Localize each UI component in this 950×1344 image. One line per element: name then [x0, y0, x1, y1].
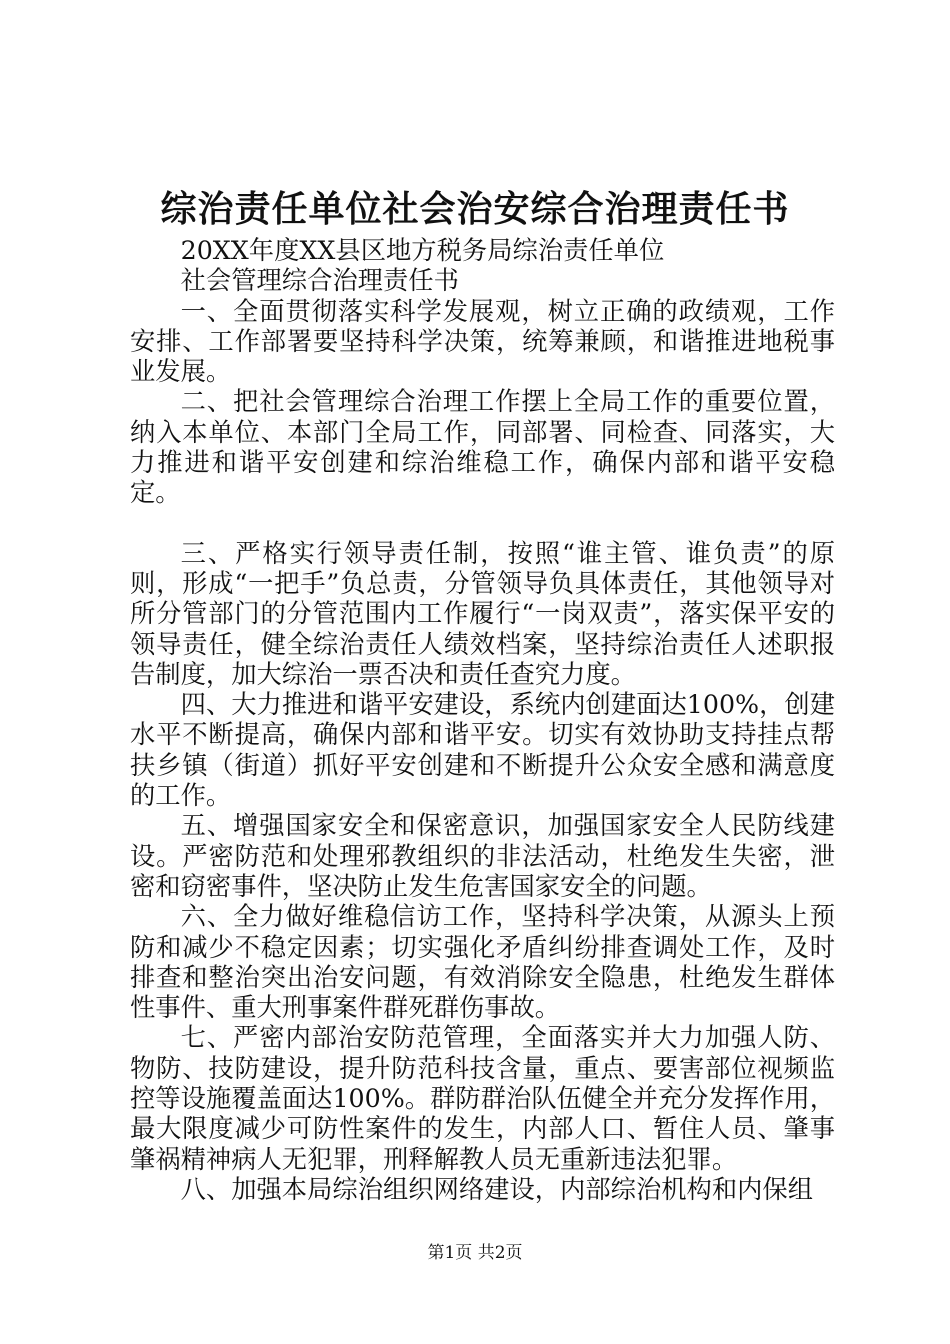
heading-line-2: 社会管理综合治理责任书: [180, 266, 459, 296]
paragraph-3: 三、严格实行领导责任制，按照“谁主管、谁负责”的原则，形成“一把手”负总责，分管领导负具体责任，其他领导对所分管部门的分管范围内工作履行“一岗双责”，落实保平安的领导责任，健全综治责任人绩效档案，坚持综治责任人述职报告制度，加大综治一票否决和责任查究力度。: [130, 538, 835, 689]
page-footer: 第1页 共2页: [427, 1243, 523, 1263]
paragraph-6: 六、全力做好维稳信访工作，坚持科学决策，从源头上预防和减少不稳定因素；切实强化矛盾纠纷排查调处工作，及时排查和整治突出治安问题，有效消除安全隐患，杜绝发生群体性事件、重大刑事案件群死群伤事故。: [130, 902, 835, 1023]
document-title: 综治责任单位社会治安综合治理责任书: [160, 188, 790, 230]
paragraph-7: 七、严密内部治安防范管理，全面落实并大力加强人防、物防、技防建设，提升防范科技含量，重点、要害部位视频监控等设施覆盖面达100%。群防群治队伍健全并充分发挥作用，最大限度减少可防性案件的发生，内部人口、暂住人员、肇事肇祸精神病人无犯罪，刑释解教人员无重新违法犯罪。: [130, 1023, 835, 1174]
paragraph-4: 四、大力推进和谐平安建设，系统内创建面达100%，创建水平不断提高，确保内部和谐平安。切实有效协助支持挂点帮扶乡镇（街道）抓好平安创建和不断提升公众安全感和满意度的工作。: [130, 690, 835, 811]
document-body: [130, 236, 835, 1205]
paragraph-5: 五、增强国家安全和保密意识，加强国家安全人民防线建设。严密防范和处理邪教组织的非法活动，杜绝发生失密，泄密和窃密事件，坚决防止发生危害国家安全的问题。: [130, 811, 835, 901]
paragraph-8: 八、加强本局综治组织网络建设，内部综治机构和内保组: [180, 1174, 814, 1204]
heading-line-1: 20XX年度XX县区地方税务局综治责任单位: [180, 236, 665, 265]
paragraph-1: 一、全面贯彻落实科学发展观，树立正确的政绩观，工作安排、工作部署要坚持科学决策，统筹兼顾，和谐推进地税事业发展。: [130, 296, 835, 387]
paragraph-2: 二、把社会管理综合治理工作摆上全局工作的重要位置，纳入本单位、本部门全局工作，同部署、同检查、同落实，大力推进和谐平安创建和综治维稳工作，确保内部和谐平安稳定。: [130, 387, 835, 508]
